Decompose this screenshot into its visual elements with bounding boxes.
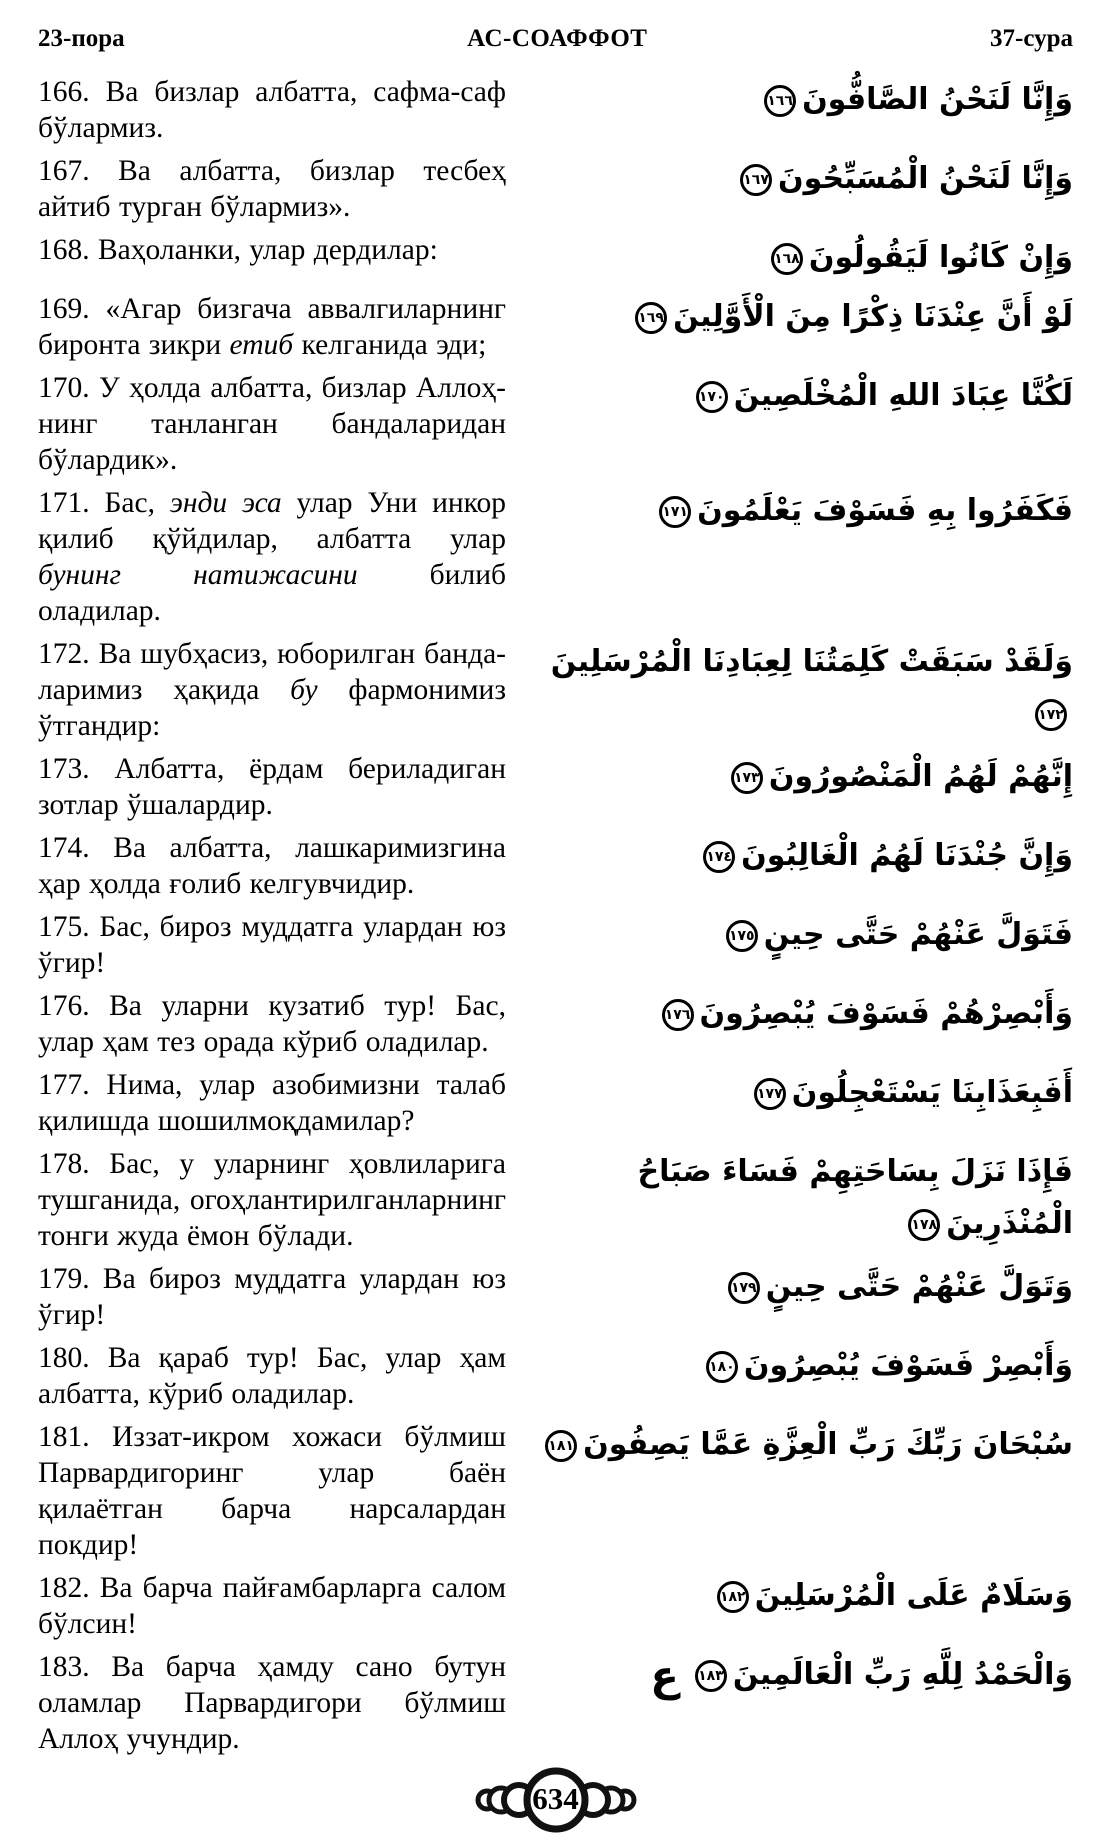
verse-number: 168.	[38, 234, 90, 266]
verse-row	[38, 1570, 1073, 1642]
verse-translation: 176. Ва уларни кузатиб тур! Бас, улар ҳам тез орада кўриб оладилар.	[38, 990, 506, 1058]
verse-end-marker-icon: ١٨٢	[717, 1581, 749, 1613]
verse-arabic-text: لَكُنَّا عِبَادَ اللهِ الْمُخْلَصِينَ	[733, 378, 1073, 413]
verse-row	[38, 1649, 1073, 1757]
verse-row	[38, 1419, 1073, 1563]
verse-arabic-text: أَفَبِعَذَابِنَا يَسْتَعْجِلُونَ	[791, 1075, 1073, 1110]
verse-number: 179.	[38, 1263, 90, 1295]
verse-row	[38, 1067, 1073, 1139]
verse-arabic	[506, 1649, 1073, 1701]
verse-arabic-text: وَأَبْصِرْ فَسَوْفَ يُبْصِرُونَ	[743, 1348, 1073, 1383]
ruku-marker-icon: ع	[650, 1650, 679, 1700]
verse-row	[38, 1146, 1073, 1254]
verse-translation: 179. Ва бироз муддатга улардан юз ўгир!	[38, 1263, 506, 1331]
verse-arabic	[506, 1146, 1073, 1250]
verse-arabic-text: سُبْحَانَ رَبِّكَ رَبِّ الْعِزَّةِ عَمَّا يَصِفُونَ	[583, 1427, 1073, 1462]
verse-end-marker-icon: ١٦٧	[740, 164, 772, 196]
verse-end-marker-icon: ١٧١	[659, 496, 691, 528]
verse-number: 182.	[38, 1572, 90, 1604]
verse-arabic	[506, 291, 1073, 343]
juz-label: 23-пора	[38, 25, 125, 52]
verse-arabic-text: وَتَوَلَّ عَنْهُمْ حَتَّى حِينٍ	[765, 1269, 1073, 1304]
verse-translation: 169. «Агар бизгача аввалгиларнинг биронта зикри етиб келганида эди;	[38, 293, 506, 361]
verse-arabic	[506, 485, 1073, 537]
verse-number: 170.	[38, 372, 90, 404]
verse-end-marker-icon: ١٦٦	[764, 85, 796, 117]
verse-end-marker-icon: ١٧٧	[754, 1078, 786, 1110]
verse-translation: 175. Бас, бироз муддатга улардан юз ўгир!	[38, 911, 507, 979]
verse-translation: 180. Ва қараб тур! Бас, улар ҳам албатта, кўриб оладилар.	[38, 1342, 506, 1410]
verse-row	[38, 74, 1073, 146]
page-number-ornament	[441, 1764, 671, 1836]
verse-number: 174.	[38, 832, 90, 864]
verse-end-marker-icon: ١٨١	[545, 1430, 577, 1462]
verse-end-marker-icon: ١٦٨	[771, 243, 803, 275]
verse-translation: 174. Ва албатта, лашкаримизгина ҳар ҳолда ғолиб келгувчидир.	[38, 832, 507, 900]
verse-number: 173.	[38, 753, 90, 785]
verse-arabic-text: وَالْحَمْدُ لِلَّهِ رَبِّ الْعَالَمِينَ	[732, 1657, 1073, 1692]
verse-end-marker-icon: ١٦٩	[635, 302, 667, 334]
verse-arabic-text: إِنَّهُمْ لَهُمُ الْمَنْصُورُونَ	[768, 759, 1073, 794]
verse-end-marker-icon: ١٧٦	[662, 999, 694, 1031]
verse-translation: 167. Ва албатта, бизлар тесбеҳ айтиб турган бўлармиз».	[38, 155, 506, 223]
verse-row	[38, 291, 1073, 363]
verse-end-marker-icon: ١٧٩	[728, 1272, 760, 1304]
verse-arabic-text: فَكَفَرُوا بِهِ فَسَوْفَ يَعْلَمُونَ	[697, 493, 1073, 528]
verse-arabic	[506, 1419, 1073, 1471]
verse-translation: 178. Бас, у уларнинг ҳовлиларига тушганида, огоҳлантирилганларнинг тонги жуда ёмон бўлади.	[38, 1148, 506, 1252]
verses-list	[38, 74, 1073, 1764]
verse-arabic	[506, 1261, 1073, 1313]
verse-translation: 182. Ва барча пайғамбарларга салом бўлсин!	[38, 1572, 507, 1640]
verse-end-marker-icon: ١٧٤	[703, 841, 735, 873]
verse-arabic-text: وَسَلَامٌ عَلَى الْمُرْسَلِينَ	[754, 1578, 1073, 1613]
verse-translation: 173. Албатта, ёрдам бериладиган зотлар ўшалардир.	[38, 753, 507, 821]
verse-translation: 181. Иззат-икром хожаси бўлмиш Парвардигоринг улар баён қилаётган барча нарсалардан покдир!	[38, 1421, 506, 1561]
verse-arabic	[506, 1570, 1073, 1622]
verse-number: 172.	[38, 638, 90, 670]
verse-arabic	[506, 232, 1073, 284]
verse-number: 183.	[38, 1651, 90, 1683]
verse-row	[38, 751, 1073, 823]
verse-number: 167.	[38, 155, 90, 187]
verse-end-marker-icon: ١٧٥	[726, 920, 758, 952]
verse-row	[38, 485, 1073, 629]
verse-row	[38, 1261, 1073, 1333]
verse-arabic-text: فَإِذَا نَزَلَ بِسَاحَتِهِمْ فَسَاءَ صَبَاحُ الْمُنْذَرِينَ	[637, 1154, 1073, 1241]
verse-arabic-text: لَوْ أَنَّ عِنْدَنَا ذِكْرًا مِنَ الْأَوَّلِينَ	[673, 299, 1073, 334]
verse-end-marker-icon: ١٨٣	[695, 1660, 727, 1692]
verse-translation: 166. Ва бизлар албатта, сафма-саф бўлармиз.	[38, 76, 506, 144]
verse-end-marker-icon: ١٧٣	[731, 762, 763, 794]
verse-arabic-text: وَلَقَدْ سَبَقَتْ كَلِمَتُنَا لِعِبَادِنَا الْمُرْسَلِينَ	[550, 644, 1073, 679]
verse-number: 181.	[38, 1421, 90, 1453]
verse-number: 169.	[38, 293, 90, 325]
verse-row	[38, 830, 1073, 902]
verse-end-marker-icon: ١٨٠	[706, 1351, 738, 1383]
verse-translation: 168. Ваҳоланки, улар дердилар:	[38, 234, 438, 266]
verse-row	[38, 153, 1073, 225]
verse-row	[38, 1340, 1073, 1412]
verse-arabic	[506, 988, 1073, 1040]
verse-row	[38, 988, 1073, 1060]
surah-number-label: 37-сура	[990, 25, 1073, 52]
verse-translation: 177. Нима, улар азобимизни талаб қилишда шошилмоқдамилар?	[38, 1069, 507, 1137]
verse-arabic-text: وَإِنَّ جُنْدَنَا لَهُمُ الْغَالِبُونَ	[741, 838, 1073, 873]
verse-arabic-text: وَأَبْصِرْهُمْ فَسَوْفَ يُبْصِرُونَ	[699, 996, 1073, 1031]
verse-row	[38, 232, 1073, 284]
verse-end-marker-icon: ١٧٢	[1035, 699, 1067, 731]
verse-arabic	[506, 636, 1073, 740]
verse-arabic	[506, 909, 1073, 961]
verse-row	[38, 909, 1073, 981]
verse-translation: 170. У ҳолда албатта, бизлар Аллоҳ-нинг танланган бандаларидан бўлардик».	[38, 372, 507, 476]
verse-translation: 171. Бас, энди эса улар Уни инкор қилиб қўйдилар, албатта улар бунинг натижасини билиб оладилар.	[38, 487, 506, 627]
verse-number: 180.	[38, 1342, 90, 1374]
verse-number: 176.	[38, 990, 90, 1022]
page-footer	[38, 1764, 1073, 1842]
verse-arabic-text: وَإِنَّا لَنَحْنُ الْمُسَبِّحُونَ	[778, 161, 1073, 196]
verse-translation: 172. Ва шубҳасиз, юборилган банда-ларимиз ҳақида бу фармонимиз ўтгандир:	[38, 638, 506, 742]
verse-number: 166.	[38, 76, 90, 108]
verse-arabic	[506, 830, 1073, 882]
verse-number: 178.	[38, 1148, 90, 1180]
verse-end-marker-icon: ١٧٠	[696, 381, 728, 413]
verse-row	[38, 636, 1073, 744]
verse-number: 171.	[38, 487, 90, 519]
verse-number: 177.	[38, 1069, 90, 1101]
verse-end-marker-icon: ١٧٨	[908, 1209, 940, 1241]
verse-arabic-text: وَإِنْ كَانُوا لَيَقُولُونَ	[808, 240, 1073, 275]
verse-arabic	[506, 1067, 1073, 1119]
page-number: 634	[532, 1781, 579, 1816]
surah-title: АС-СОАФФОТ	[467, 25, 648, 52]
verse-arabic	[506, 1340, 1073, 1392]
verse-arabic-text: وَإِنَّا لَنَحْنُ الصَّافُّونَ	[802, 82, 1073, 117]
verse-translation: 183. Ва барча ҳамду сано бутун оламлар Парвардигори бўлмиш Аллоҳ учундир.	[38, 1651, 506, 1755]
page-header	[38, 24, 1073, 54]
verse-arabic	[506, 153, 1073, 205]
verse-arabic	[506, 751, 1073, 803]
verse-arabic-text: فَتَوَلَّ عَنْهُمْ حَتَّى حِينٍ	[763, 917, 1073, 952]
verse-row	[38, 370, 1073, 478]
verse-arabic	[506, 370, 1073, 422]
verse-arabic	[506, 74, 1073, 126]
verse-number: 175.	[38, 911, 90, 943]
